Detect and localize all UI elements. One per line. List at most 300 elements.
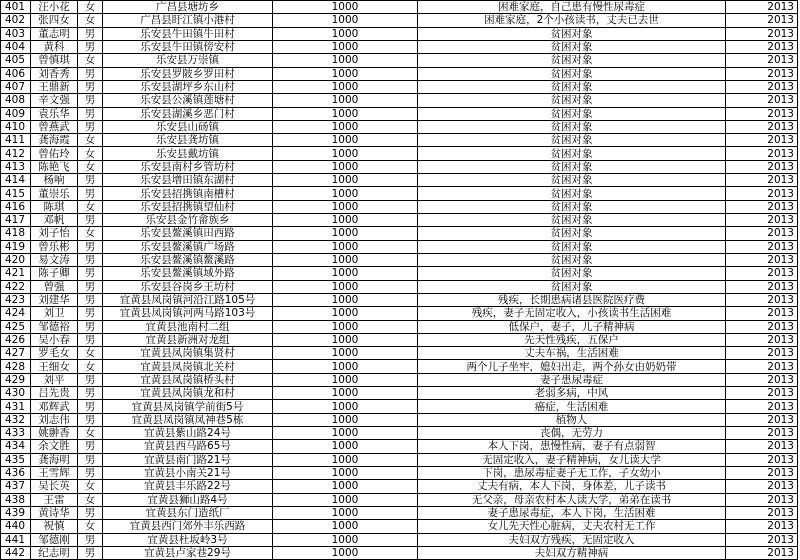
sex-cell: 女 — [78, 427, 103, 440]
sex-cell: 男 — [78, 440, 103, 453]
year-cell: 2013 — [726, 94, 798, 107]
sex-cell: 男 — [78, 466, 103, 479]
sex-cell: 男 — [78, 533, 103, 546]
table-row — [1, 160, 798, 173]
table-row — [1, 506, 798, 519]
amount-cell: 1000 — [273, 267, 418, 280]
row-number-cell: 426 — [1, 333, 31, 346]
amount-cell: 1000 — [273, 253, 418, 266]
address-cell: 宜黄县狮山路4号 — [103, 493, 273, 506]
sex-cell: 男 — [78, 280, 103, 293]
row-number-cell: 405 — [1, 54, 31, 67]
table-row — [1, 80, 798, 93]
amount-cell: 1000 — [273, 1, 418, 14]
address-cell: 宜黄县凤岗镇桥头村 — [103, 373, 273, 386]
sex-cell: 男 — [78, 187, 103, 200]
address-cell: 乐安县万崇镇 — [103, 54, 273, 67]
amount-cell: 1000 — [273, 360, 418, 373]
address-cell: 乐安县牛田镇傍安村 — [103, 40, 273, 53]
address-cell: 宜黄县凤岗镇河沿江路105号 — [103, 293, 273, 306]
amount-cell: 1000 — [273, 533, 418, 546]
recipient-name-cell: 陈子卿 — [31, 267, 78, 280]
recipient-name-cell: 邹德裕 — [31, 320, 78, 333]
year-cell: 2013 — [726, 546, 798, 559]
year-cell: 2013 — [726, 333, 798, 346]
table-row — [1, 27, 798, 40]
amount-cell: 1000 — [273, 400, 418, 413]
sex-cell: 男 — [78, 67, 103, 80]
amount-cell: 1000 — [273, 427, 418, 440]
reason-cell: 无固定收入，妻子精神病，女儿读大学 — [418, 453, 726, 466]
address-cell: 宜黄县丰乐路22号 — [103, 480, 273, 493]
row-number-cell: 412 — [1, 147, 31, 160]
year-cell: 2013 — [726, 214, 798, 227]
address-cell: 乐安县湖溪乡恶门村 — [103, 107, 273, 120]
amount-cell: 1000 — [273, 107, 418, 120]
row-number-cell: 417 — [1, 214, 31, 227]
year-cell: 2013 — [726, 427, 798, 440]
row-number-cell: 428 — [1, 360, 31, 373]
address-cell: 乐安县龚坊镇 — [103, 134, 273, 147]
reason-cell: 贫困对象 — [418, 174, 726, 187]
amount-cell: 1000 — [273, 506, 418, 519]
recipient-name-cell: 龚海霞 — [31, 134, 78, 147]
year-cell: 2013 — [726, 80, 798, 93]
row-number-cell: 440 — [1, 520, 31, 533]
reason-cell: 丧偶，无劳力 — [418, 427, 726, 440]
recipient-name-cell: 王鼎新 — [31, 80, 78, 93]
address-cell: 宜黄县凤岗镇河两马路103号 — [103, 307, 273, 320]
reason-cell: 贫困对象 — [418, 187, 726, 200]
row-number-cell: 409 — [1, 107, 31, 120]
sex-cell: 女 — [78, 1, 103, 14]
reason-cell: 贫困对象 — [418, 147, 726, 160]
reason-cell: 残疾，妻子无固定收入，小孩读书生活困难 — [418, 307, 726, 320]
table-row — [1, 107, 798, 120]
table-row — [1, 187, 798, 200]
reason-cell: 贫困对象 — [418, 134, 726, 147]
year-cell: 2013 — [726, 134, 798, 147]
table-row — [1, 227, 798, 240]
address-cell: 宜黄县西门郊外丰乐西路 — [103, 520, 273, 533]
recipient-name-cell: 汪小花 — [31, 1, 78, 14]
recipient-name-cell: 董志明 — [31, 27, 78, 40]
recipient-name-cell: 辛文强 — [31, 94, 78, 107]
table-row — [1, 360, 798, 373]
reason-cell: 贫困对象 — [418, 267, 726, 280]
reason-cell: 低保户，妻子，儿子精神病 — [418, 320, 726, 333]
reason-cell: 癌症，生活困难 — [418, 400, 726, 413]
row-number-cell: 435 — [1, 453, 31, 466]
table-row — [1, 347, 798, 360]
address-cell: 乐安县鳌溪镇鳌溪路 — [103, 253, 273, 266]
year-cell: 2013 — [726, 307, 798, 320]
recipient-name-cell: 曾佑玲 — [31, 147, 78, 160]
amount-cell: 1000 — [273, 27, 418, 40]
amount-cell: 1000 — [273, 187, 418, 200]
reason-cell: 夫妇双方残疾，无固定收入 — [418, 533, 726, 546]
row-number-cell: 425 — [1, 320, 31, 333]
sex-cell: 男 — [78, 267, 103, 280]
year-cell: 2013 — [726, 174, 798, 187]
row-number-cell: 424 — [1, 307, 31, 320]
amount-cell: 1000 — [273, 174, 418, 187]
reason-cell: 夫妇双方精神病 — [418, 546, 726, 559]
amount-cell: 1000 — [273, 214, 418, 227]
recipient-name-cell: 王细女 — [31, 360, 78, 373]
year-cell: 2013 — [726, 107, 798, 120]
row-number-cell: 411 — [1, 134, 31, 147]
address-cell: 乐安县戴坊镇 — [103, 147, 273, 160]
reason-cell: 残疾，长期患病诸县医院医疗费 — [418, 293, 726, 306]
recipient-name-cell: 邹德刚 — [31, 533, 78, 546]
reason-cell: 植物人 — [418, 413, 726, 426]
recipient-name-cell: 陈琪 — [31, 200, 78, 213]
row-number-cell: 432 — [1, 413, 31, 426]
sex-cell: 女 — [78, 480, 103, 493]
reason-cell: 困难家庭，2个小孩读书，丈夫已去世 — [418, 14, 726, 27]
reason-cell: 贫困对象 — [418, 227, 726, 240]
reason-cell: 贫困对象 — [418, 253, 726, 266]
year-cell: 2013 — [726, 413, 798, 426]
recipient-name-cell: 曾强 — [31, 280, 78, 293]
table-row — [1, 54, 798, 67]
address-cell: 宜黄县小南关21号 — [103, 466, 273, 479]
address-cell: 乐安县湖坪乡东山村 — [103, 80, 273, 93]
recipient-name-cell: 吴长英 — [31, 480, 78, 493]
table-row — [1, 174, 798, 187]
table-row — [1, 466, 798, 479]
year-cell: 2013 — [726, 320, 798, 333]
recipient-name-cell: 曾慎琪 — [31, 54, 78, 67]
table-row — [1, 427, 798, 440]
row-number-cell: 423 — [1, 293, 31, 306]
table-row — [1, 40, 798, 53]
address-cell: 乐安县招携镇南槽村 — [103, 187, 273, 200]
amount-cell: 1000 — [273, 293, 418, 306]
table-row — [1, 1, 798, 14]
recipient-name-cell: 纪志明 — [31, 546, 78, 559]
row-number-cell: 441 — [1, 533, 31, 546]
table-row — [1, 520, 798, 533]
row-number-cell: 438 — [1, 493, 31, 506]
sex-cell: 男 — [78, 413, 103, 426]
amount-cell: 1000 — [273, 147, 418, 160]
year-cell: 2013 — [726, 14, 798, 27]
table-row — [1, 440, 798, 453]
address-cell: 乐安县罗陂乡罗田村 — [103, 67, 273, 80]
sex-cell: 女 — [78, 347, 103, 360]
reason-cell: 先天性残疾，五保户 — [418, 333, 726, 346]
year-cell: 2013 — [726, 27, 798, 40]
sex-cell: 男 — [78, 333, 103, 346]
recipient-name-cell: 王雷 — [31, 493, 78, 506]
recipient-name-cell: 董崇乐 — [31, 187, 78, 200]
address-cell: 乐安县谷岗乡王坊村 — [103, 280, 273, 293]
reason-cell: 贫困对象 — [418, 240, 726, 253]
recipient-name-cell: 余文胜 — [31, 440, 78, 453]
amount-cell: 1000 — [273, 413, 418, 426]
year-cell: 2013 — [726, 253, 798, 266]
sex-cell: 男 — [78, 307, 103, 320]
sex-cell: 男 — [78, 506, 103, 519]
table-row — [1, 280, 798, 293]
row-number-cell: 401 — [1, 1, 31, 14]
reason-cell: 贫困对象 — [418, 200, 726, 213]
amount-cell: 1000 — [273, 520, 418, 533]
amount-cell: 1000 — [273, 307, 418, 320]
address-cell: 乐安县金竹畲族乡 — [103, 214, 273, 227]
row-number-cell: 408 — [1, 94, 31, 107]
table-row — [1, 453, 798, 466]
address-cell: 广昌县盱江镇小港村 — [103, 14, 273, 27]
row-number-cell: 422 — [1, 280, 31, 293]
address-cell: 宜黄县西马路65号 — [103, 440, 273, 453]
year-cell: 2013 — [726, 373, 798, 386]
address-cell: 宜黄县池南村二组 — [103, 320, 273, 333]
reason-cell: 贫困对象 — [418, 27, 726, 40]
reason-cell: 丈夫车祸，生活困难 — [418, 347, 726, 360]
sex-cell: 男 — [78, 400, 103, 413]
amount-cell: 1000 — [273, 453, 418, 466]
reason-cell: 妻子患尿毒症，本人下岗，生活困难 — [418, 506, 726, 519]
recipient-name-cell: 刘香秀 — [31, 67, 78, 80]
year-cell: 2013 — [726, 387, 798, 400]
recipient-name-cell: 吕先贵 — [31, 387, 78, 400]
amount-cell: 1000 — [273, 200, 418, 213]
year-cell: 2013 — [726, 40, 798, 53]
reason-cell: 贫困对象 — [418, 40, 726, 53]
amount-cell: 1000 — [273, 320, 418, 333]
table-row — [1, 400, 798, 413]
recipient-name-cell: 龚海明 — [31, 453, 78, 466]
reason-cell: 贫困对象 — [418, 67, 726, 80]
address-cell: 广昌县塘坊乡 — [103, 1, 273, 14]
address-cell: 乐安县鳌溪镇广场路 — [103, 240, 273, 253]
year-cell: 2013 — [726, 466, 798, 479]
row-number-cell: 415 — [1, 187, 31, 200]
table-row — [1, 94, 798, 107]
recipient-name-cell: 祝慎 — [31, 520, 78, 533]
recipient-name-cell: 黄诗华 — [31, 506, 78, 519]
amount-cell: 1000 — [273, 333, 418, 346]
row-number-cell: 437 — [1, 480, 31, 493]
recipient-name-cell: 刘平 — [31, 373, 78, 386]
sex-cell: 男 — [78, 293, 103, 306]
sex-cell: 女 — [78, 520, 103, 533]
year-cell: 2013 — [726, 147, 798, 160]
reason-cell: 老弱多病，中风 — [418, 387, 726, 400]
table-row — [1, 333, 798, 346]
sex-cell: 女 — [78, 360, 103, 373]
recipient-name-cell: 易文涛 — [31, 253, 78, 266]
sex-cell: 男 — [78, 40, 103, 53]
sex-cell: 女 — [78, 134, 103, 147]
sex-cell: 男 — [78, 214, 103, 227]
year-cell: 2013 — [726, 440, 798, 453]
amount-cell: 1000 — [273, 387, 418, 400]
row-number-cell: 420 — [1, 253, 31, 266]
amount-cell: 1000 — [273, 546, 418, 559]
sex-cell: 女 — [78, 227, 103, 240]
row-number-cell: 404 — [1, 40, 31, 53]
address-cell: 乐安县增田镇东湖村 — [103, 174, 273, 187]
year-cell: 2013 — [726, 400, 798, 413]
reason-cell: 贫困对象 — [418, 80, 726, 93]
year-cell: 2013 — [726, 453, 798, 466]
address-cell: 宜黄县新洲对龙组 — [103, 333, 273, 346]
table-row — [1, 253, 798, 266]
amount-cell: 1000 — [273, 480, 418, 493]
reason-cell: 本人下岗，患慢性病，妻子有点弱智 — [418, 440, 726, 453]
year-cell: 2013 — [726, 506, 798, 519]
table-row — [1, 546, 798, 559]
year-cell: 2013 — [726, 120, 798, 133]
year-cell: 2013 — [726, 520, 798, 533]
table-row — [1, 240, 798, 253]
table-row — [1, 200, 798, 213]
recipient-name-cell: 张四女 — [31, 14, 78, 27]
year-cell: 2013 — [726, 360, 798, 373]
address-cell: 乐安县山砀镇 — [103, 120, 273, 133]
row-number-cell: 419 — [1, 240, 31, 253]
year-cell: 2013 — [726, 293, 798, 306]
address-cell: 宜黄县凤岗镇集贤村 — [103, 347, 273, 360]
address-cell: 宜黄县南门路21号 — [103, 453, 273, 466]
row-number-cell: 418 — [1, 227, 31, 240]
address-cell: 宜黄县杜坂岭3号 — [103, 533, 273, 546]
sex-cell: 男 — [78, 453, 103, 466]
row-number-cell: 402 — [1, 14, 31, 27]
table-row — [1, 14, 798, 27]
reason-cell: 贫困对象 — [418, 107, 726, 120]
row-number-cell: 403 — [1, 27, 31, 40]
reason-cell: 贫困对象 — [418, 94, 726, 107]
amount-cell: 1000 — [273, 67, 418, 80]
address-cell: 宜黄县凤岗镇凤神巷5栋 — [103, 413, 273, 426]
amount-cell: 1000 — [273, 134, 418, 147]
table-row — [1, 373, 798, 386]
reason-cell: 下岗，患尿毒症妻子无工作，子女幼小 — [418, 466, 726, 479]
recipient-name-cell: 陈艳飞 — [31, 160, 78, 173]
table-row — [1, 214, 798, 227]
row-number-cell: 429 — [1, 373, 31, 386]
reason-cell: 丈夫有病，本人下岗，身体差，儿子读书 — [418, 480, 726, 493]
address-cell: 宜黄县凤岗镇龙和村 — [103, 387, 273, 400]
recipient-name-cell: 刘卫 — [31, 307, 78, 320]
recipient-name-cell: 曾乐彬 — [31, 240, 78, 253]
year-cell: 2013 — [726, 240, 798, 253]
table-row — [1, 67, 798, 80]
sex-cell: 男 — [78, 373, 103, 386]
row-number-cell: 406 — [1, 67, 31, 80]
address-cell: 乐安县牛田镇牛田村 — [103, 27, 273, 40]
recipient-name-cell: 邓辉武 — [31, 400, 78, 413]
recipient-name-cell: 刘志伟 — [31, 413, 78, 426]
year-cell: 2013 — [726, 160, 798, 173]
sex-cell: 男 — [78, 94, 103, 107]
reason-cell: 贫困对象 — [418, 214, 726, 227]
recipient-name-cell: 刘子怡 — [31, 227, 78, 240]
row-number-cell: 431 — [1, 400, 31, 413]
sex-cell: 女 — [78, 147, 103, 160]
reason-cell: 贫困对象 — [418, 54, 726, 67]
sex-cell: 女 — [78, 200, 103, 213]
amount-cell: 1000 — [273, 54, 418, 67]
row-number-cell: 421 — [1, 267, 31, 280]
table-row — [1, 120, 798, 133]
reason-cell: 贫困对象 — [418, 280, 726, 293]
row-number-cell: 414 — [1, 174, 31, 187]
reason-cell: 妻子患尿毒症 — [418, 373, 726, 386]
table-row — [1, 134, 798, 147]
recipient-name-cell: 吴小春 — [31, 333, 78, 346]
reason-cell: 困难家庭，自己患有慢性尿毒症 — [418, 1, 726, 14]
sex-cell: 男 — [78, 546, 103, 559]
sex-cell: 男 — [78, 80, 103, 93]
reason-cell: 两个儿子坐牢，媳妇出走，两个孙女由奶奶带 — [418, 360, 726, 373]
year-cell: 2013 — [726, 347, 798, 360]
row-number-cell: 433 — [1, 427, 31, 440]
table-row — [1, 413, 798, 426]
table-row — [1, 320, 798, 333]
year-cell: 2013 — [726, 480, 798, 493]
recipient-name-cell: 曾燕武 — [31, 120, 78, 133]
year-cell: 2013 — [726, 267, 798, 280]
sex-cell: 男 — [78, 27, 103, 40]
table-body — [1, 1, 798, 560]
amount-cell: 1000 — [273, 280, 418, 293]
year-cell: 2013 — [726, 1, 798, 14]
year-cell: 2013 — [726, 54, 798, 67]
sex-cell: 女 — [78, 160, 103, 173]
address-cell: 宜黄县东门造纸厂 — [103, 506, 273, 519]
address-cell: 宜黄县卢家巷29号 — [103, 546, 273, 559]
address-cell: 乐安县鳌溪镇域外路 — [103, 267, 273, 280]
table-row — [1, 307, 798, 320]
sex-cell: 男 — [78, 387, 103, 400]
row-number-cell: 407 — [1, 80, 31, 93]
table-row — [1, 533, 798, 546]
year-cell: 2013 — [726, 200, 798, 213]
address-cell: 宜黄县紫山路24号 — [103, 427, 273, 440]
amount-cell: 1000 — [273, 240, 418, 253]
address-cell: 乐安县公溪镇莲塘村 — [103, 94, 273, 107]
table-row — [1, 387, 798, 400]
sex-cell: 女 — [78, 493, 103, 506]
amount-cell: 1000 — [273, 120, 418, 133]
recipient-name-cell: 黄科 — [31, 40, 78, 53]
amount-cell: 1000 — [273, 227, 418, 240]
amount-cell: 1000 — [273, 14, 418, 27]
address-cell: 乐安县南村乡管坊村 — [103, 160, 273, 173]
amount-cell: 1000 — [273, 40, 418, 53]
recipient-name-cell: 姚翀香 — [31, 427, 78, 440]
amount-cell: 1000 — [273, 493, 418, 506]
sex-cell: 男 — [78, 253, 103, 266]
address-cell: 宜黄县凤岗镇北关村 — [103, 360, 273, 373]
amount-cell: 1000 — [273, 373, 418, 386]
amount-cell: 1000 — [273, 440, 418, 453]
row-number-cell: 413 — [1, 160, 31, 173]
row-number-cell: 434 — [1, 440, 31, 453]
sex-cell: 女 — [78, 14, 103, 27]
amount-cell: 1000 — [273, 94, 418, 107]
recipient-name-cell: 罗毛女 — [31, 347, 78, 360]
table-row — [1, 480, 798, 493]
amount-cell: 1000 — [273, 160, 418, 173]
amount-cell: 1000 — [273, 80, 418, 93]
